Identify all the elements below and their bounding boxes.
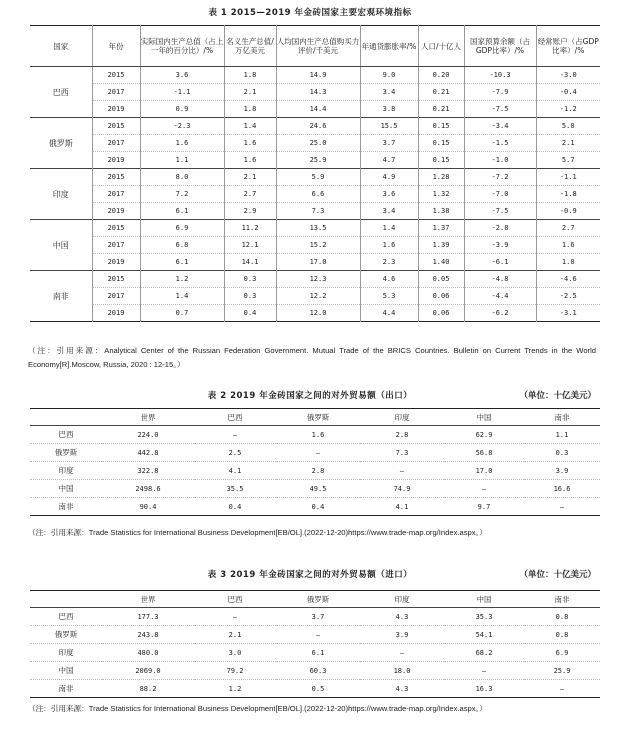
table1-value-cell: 0.15 xyxy=(418,118,464,135)
table1-value-cell: 1.40 xyxy=(418,254,464,271)
table1-row xyxy=(30,203,600,220)
table1-value-cell: -3.4 xyxy=(464,118,536,135)
table1-value-cell: 1.6 xyxy=(360,237,418,254)
table2-source-note: （注：引用来源：Trade Statistics for International Business Development[EB/OL].(2022-12-20)https://www.trade-map.org/Index.aspx。） xyxy=(28,528,487,537)
table1-value-cell: 3.6 xyxy=(140,67,224,84)
table1-value-cell: 1.0 xyxy=(536,254,600,271)
table1-value-cell: 5.7 xyxy=(536,152,600,169)
table2-value-cell: 2.5 xyxy=(194,444,276,462)
table1-value-cell: 5.9 xyxy=(276,169,360,186)
table1-value-cell: 1.32 xyxy=(418,186,464,203)
table3-value-cell: 6.1 xyxy=(276,644,360,662)
table1-row xyxy=(30,254,600,271)
table1-value-cell: 2.1 xyxy=(224,84,276,101)
table1-value-cell: 7.3 xyxy=(276,203,360,220)
table1-value-cell: -2.8 xyxy=(464,220,536,237)
table1-value-cell: -0.9 xyxy=(536,203,600,220)
table1-row xyxy=(30,101,600,118)
table3-header-cell: 俄罗斯 xyxy=(276,591,360,608)
table1-row xyxy=(30,118,600,135)
table1-header-cell: 人均国内生产总值购买力评价/千美元 xyxy=(276,26,360,67)
table1-value-cell: 4.9 xyxy=(360,169,418,186)
table1-country-cell: 巴西 xyxy=(30,67,92,118)
table1-value-cell: 2019 xyxy=(92,101,140,118)
table1-value-cell: 1.4 xyxy=(360,220,418,237)
table1-row xyxy=(30,305,600,322)
table1-value-cell: 1.8 xyxy=(224,101,276,118)
table2-value-cell: – xyxy=(232,430,238,439)
table2-value-cell: 56.8 xyxy=(444,444,524,462)
table1 xyxy=(30,25,600,322)
table2-value-cell: 90.4 xyxy=(102,498,194,516)
table1-value-cell: 1.4 xyxy=(140,288,224,305)
table1-value-cell: -2.3 xyxy=(140,118,224,135)
table1-value-cell: 14.9 xyxy=(276,67,360,84)
table3-row xyxy=(30,626,600,644)
table1-value-cell: 4.4 xyxy=(360,305,418,322)
table3-value-cell: 79.2 xyxy=(194,662,276,680)
table3-row-header: 巴西 xyxy=(58,612,74,621)
table1-value-cell: 2015 xyxy=(92,118,140,135)
table1-value-cell: 24.6 xyxy=(276,118,360,135)
table1-value-cell: 15.2 xyxy=(276,237,360,254)
table1-row xyxy=(30,135,600,152)
table1-value-cell: 3.4 xyxy=(360,203,418,220)
table1-value-cell: 2015 xyxy=(92,220,140,237)
table1-value-cell: 4.6 xyxy=(360,271,418,288)
table3-row xyxy=(30,662,600,680)
table2-row xyxy=(30,444,600,462)
table1-value-cell: 9.0 xyxy=(360,67,418,84)
table1-row xyxy=(30,67,600,84)
table3-value-cell: 6.9 xyxy=(524,644,600,662)
table3-value-cell: – xyxy=(276,626,360,644)
table2-caption: 表 2 2019 年金砖国家之间的对外贸易额（出口） xyxy=(207,391,413,401)
table3-value-cell: 177.3 xyxy=(137,612,159,621)
table3-row xyxy=(30,608,600,626)
table1-value-cell: -1.2 xyxy=(536,101,600,118)
table3-value-cell: 1.2 xyxy=(194,680,276,698)
table2-caption-row xyxy=(0,389,620,401)
table1-header-cell: 国家 xyxy=(30,26,92,67)
table2-header-cell: 南非 xyxy=(524,409,600,426)
table1-header-cell: 名义生产总值/万亿美元 xyxy=(224,26,276,67)
table2-value-cell: 3.9 xyxy=(524,462,600,480)
table2-value-cell: 49.5 xyxy=(276,480,360,498)
table1-value-cell: 25.9 xyxy=(276,152,360,169)
table1-header-cell: 年份 xyxy=(92,26,140,67)
table2-header-cell: 印度 xyxy=(360,409,444,426)
table1-value-cell: 0.05 xyxy=(418,271,464,288)
table1-value-cell: 1.6 xyxy=(224,135,276,152)
table3-value-cell: 25.9 xyxy=(524,662,600,680)
table1-value-cell: -6.2 xyxy=(464,305,536,322)
table1-value-cell: 2017 xyxy=(92,135,140,152)
table2-row-header: 印度 xyxy=(30,462,102,480)
table1-value-cell: 0.3 xyxy=(224,288,276,305)
table2-row-header: 俄罗斯 xyxy=(30,444,102,462)
table1-value-cell: 2019 xyxy=(92,254,140,271)
table1-value-cell: 2.3 xyxy=(360,254,418,271)
table1-value-cell: 12.1 xyxy=(224,237,276,254)
table1-value-cell: 1.6 xyxy=(140,135,224,152)
table1-value-cell: -1.0 xyxy=(464,152,536,169)
table1-value-cell: 0.15 xyxy=(418,152,464,169)
table3-value-cell: 4.3 xyxy=(395,612,409,621)
table2-value-cell: 74.9 xyxy=(360,480,444,498)
table2-value-cell: 0.4 xyxy=(276,498,360,516)
table1-value-cell: 6.1 xyxy=(140,254,224,271)
table2-row xyxy=(30,462,600,480)
table1-value-cell: 2017 xyxy=(92,186,140,203)
table3-header-cell: 世界 xyxy=(102,591,194,608)
table1-country-cell: 南非 xyxy=(30,271,92,322)
table2-value-cell: 7.3 xyxy=(360,444,444,462)
table1-country-cell: 中国 xyxy=(30,220,92,271)
table2-value-cell: – xyxy=(524,498,600,516)
table1-value-cell: 1.8 xyxy=(224,67,276,84)
table1-value-cell: 12.3 xyxy=(276,271,360,288)
table2-header-cell: 巴西 xyxy=(194,409,276,426)
table3-unit: （单位：十亿美元） xyxy=(519,570,596,580)
table1-row xyxy=(30,84,600,101)
table1-value-cell: 1.38 xyxy=(418,203,464,220)
table1-source-note: （注：引用来源：Analytical Center of the Russian Federation Government. Mutual Trade of the BRICS Countries. Bulletin on Current Trends in the World Economy[R].Moscow, Russia, 2020 : 12-15。） xyxy=(28,346,596,369)
table1-value-cell: 0.21 xyxy=(418,101,464,118)
table1-value-cell: 6.8 xyxy=(140,237,224,254)
table1-value-cell: 5.0 xyxy=(536,118,600,135)
table1-value-cell: 0.7 xyxy=(140,305,224,322)
table1-value-cell: 6.1 xyxy=(140,203,224,220)
table1-value-cell: 3.7 xyxy=(360,135,418,152)
table1-value-cell: -4.6 xyxy=(536,271,600,288)
table1-value-cell: 3.4 xyxy=(360,84,418,101)
table1-value-cell: -2.5 xyxy=(536,288,600,305)
table3-header-cell: 巴西 xyxy=(194,591,276,608)
table3-row-header: 南非 xyxy=(30,680,102,698)
table1-value-cell: 0.4 xyxy=(224,305,276,322)
table1-value-cell: -3.1 xyxy=(536,305,600,322)
table1-country-cell: 印度 xyxy=(30,169,92,220)
table2-value-cell: 0.4 xyxy=(194,498,276,516)
table1-value-cell: 2019 xyxy=(92,203,140,220)
table1-header-cell: 经常账户（占GDP比率）/% xyxy=(536,26,600,67)
table3-source-note: （注：引用来源：Trade Statistics for International Business Development[EB/OL].(2022-12-20)https://www.trade-map.org/Index.aspx。） xyxy=(28,704,487,713)
table1-value-cell: 0.15 xyxy=(418,135,464,152)
table3-value-cell: 60.3 xyxy=(276,662,360,680)
table1-value-cell: -7.5 xyxy=(464,203,536,220)
table1-row xyxy=(30,186,600,203)
table3-value-cell: 16.3 xyxy=(444,680,524,698)
table1-value-cell: 2017 xyxy=(92,84,140,101)
table2-value-cell: 4.1 xyxy=(194,462,276,480)
table1-value-cell: 12.0 xyxy=(276,305,360,322)
table1-value-cell: 17.0 xyxy=(276,254,360,271)
table2-row-header: 南非 xyxy=(30,498,102,516)
table1-value-cell: 13.5 xyxy=(276,220,360,237)
table2-row xyxy=(30,498,600,516)
table1-value-cell: -1.5 xyxy=(464,135,536,152)
table2-value-cell: – xyxy=(276,444,360,462)
table2-value-cell: 4.1 xyxy=(360,498,444,516)
table1-value-cell: 25.0 xyxy=(276,135,360,152)
table1-value-cell: 2.9 xyxy=(224,203,276,220)
table1-value-cell: 1.4 xyxy=(224,118,276,135)
table1-value-cell: -7.9 xyxy=(464,84,536,101)
table3-row-header: 中国 xyxy=(30,662,102,680)
table1-value-cell: 1.2 xyxy=(140,271,224,288)
table2-value-cell: 224.0 xyxy=(137,430,159,439)
table3 xyxy=(30,590,600,698)
table1-header-cell: 人口/十亿人 xyxy=(418,26,464,67)
table1-value-cell: 2.7 xyxy=(536,220,600,237)
table2-header-cell xyxy=(30,409,102,426)
table1-value-cell: 14.1 xyxy=(224,254,276,271)
table1-value-cell: 12.2 xyxy=(276,288,360,305)
table2-value-cell: 2.8 xyxy=(276,462,360,480)
table1-value-cell: 2015 xyxy=(92,67,140,84)
table3-value-cell: 4.3 xyxy=(360,680,444,698)
table3-value-cell: 0.8 xyxy=(524,626,600,644)
table1-value-cell: 1.28 xyxy=(418,169,464,186)
table2-row-header: 巴西 xyxy=(58,430,74,439)
table2-value-cell: 0.3 xyxy=(524,444,600,462)
table3-header-cell: 南非 xyxy=(524,591,600,608)
table3-caption-row xyxy=(0,568,620,580)
table1-value-cell: -1.1 xyxy=(140,84,224,101)
table3-value-cell: 0.8 xyxy=(555,612,569,621)
table1-value-cell: 2019 xyxy=(92,152,140,169)
table2-value-cell: 2498.6 xyxy=(102,480,194,498)
table3-header-cell xyxy=(30,591,102,608)
table1-value-cell: 3.6 xyxy=(360,186,418,203)
table1-value-cell: 14.3 xyxy=(276,84,360,101)
table1-value-cell: 2015 xyxy=(92,169,140,186)
table1-value-cell: 0.3 xyxy=(224,271,276,288)
table1-value-cell: -7.5 xyxy=(464,101,536,118)
table1-value-cell: 7.2 xyxy=(140,186,224,203)
table1-value-cell: 2017 xyxy=(92,288,140,305)
table1-value-cell: -7.0 xyxy=(464,186,536,203)
table1-value-cell: -3.9 xyxy=(464,237,536,254)
table2-value-cell: – xyxy=(360,462,444,480)
table3-value-cell: 88.2 xyxy=(102,680,194,698)
table1-value-cell: 1.37 xyxy=(418,220,464,237)
table3-row xyxy=(30,644,600,662)
table1-value-cell: 1.6 xyxy=(224,152,276,169)
table1-value-cell: -4.8 xyxy=(464,271,536,288)
table3-value-cell: 2.1 xyxy=(194,626,276,644)
table1-value-cell: 1.39 xyxy=(418,237,464,254)
table1-value-cell: -10.3 xyxy=(464,67,536,84)
table1-value-cell: 2019 xyxy=(92,305,140,322)
table2-value-cell: – xyxy=(444,480,524,498)
table1-header-cell: 国家预算余额（占GDP比率）/% xyxy=(464,26,536,67)
table1-value-cell: -0.4 xyxy=(536,84,600,101)
table3-value-cell: 480.0 xyxy=(102,644,194,662)
table2-value-cell: 17.0 xyxy=(444,462,524,480)
table2 xyxy=(30,408,600,516)
table1-value-cell: 0.21 xyxy=(418,84,464,101)
table3-value-cell: 0.5 xyxy=(276,680,360,698)
table1-value-cell: 0.06 xyxy=(418,305,464,322)
table1-caption: 表 1 2015—2019 年金砖国家主要宏观环境指标 xyxy=(208,8,412,18)
table1-value-cell: 0.9 xyxy=(140,101,224,118)
table1-value-cell: 5.3 xyxy=(360,288,418,305)
table1-value-cell: 15.5 xyxy=(360,118,418,135)
table3-header-cell: 印度 xyxy=(360,591,444,608)
table3-value-cell: 243.8 xyxy=(102,626,194,644)
table3-value-cell: 35.3 xyxy=(475,612,493,621)
table1-value-cell: 8.0 xyxy=(140,169,224,186)
table1-value-cell: 2.1 xyxy=(224,169,276,186)
table1-value-cell: 14.4 xyxy=(276,101,360,118)
table2-row-header: 中国 xyxy=(30,480,102,498)
table1-value-cell: 6.6 xyxy=(276,186,360,203)
table2-header-cell: 中国 xyxy=(444,409,524,426)
table1-value-cell: -6.1 xyxy=(464,254,536,271)
table1-value-cell: -7.2 xyxy=(464,169,536,186)
table1-value-cell: -1.8 xyxy=(536,186,600,203)
table1-value-cell: 1.6 xyxy=(536,237,600,254)
table1-value-cell: 0.06 xyxy=(418,288,464,305)
table1-header-cell: 年通货膨胀率/% xyxy=(360,26,418,67)
table1-header-cell: 实际国内生产总值（占上一年的百分比）/% xyxy=(140,26,224,67)
table3-row xyxy=(30,680,600,698)
table1-value-cell: 3.8 xyxy=(360,101,418,118)
table3-caption: 表 3 2019 年金砖国家之间的对外贸易额（进口） xyxy=(207,570,413,580)
table1-value-cell: 11.2 xyxy=(224,220,276,237)
table3-value-cell: 3.9 xyxy=(360,626,444,644)
table3-value-cell: 3.0 xyxy=(194,644,276,662)
table1-row xyxy=(30,220,600,237)
table2-value-cell: 442.8 xyxy=(102,444,194,462)
table1-value-cell: 2.1 xyxy=(536,135,600,152)
table1-value-cell: -4.4 xyxy=(464,288,536,305)
table3-value-cell: 3.7 xyxy=(311,612,325,621)
table1-value-cell: 6.9 xyxy=(140,220,224,237)
table3-value-cell: 2069.0 xyxy=(102,662,194,680)
table3-row-header: 印度 xyxy=(30,644,102,662)
table1-row xyxy=(30,169,600,186)
table1-row xyxy=(30,271,600,288)
table3-value-cell: 54.1 xyxy=(444,626,524,644)
table1-row xyxy=(30,152,600,169)
table1-value-cell: 0.20 xyxy=(418,67,464,84)
table3-value-cell: – xyxy=(360,644,444,662)
table2-value-cell: 62.9 xyxy=(475,430,493,439)
table2-value-cell: 1.1 xyxy=(555,430,569,439)
table1-value-cell: -3.0 xyxy=(536,67,600,84)
table2-value-cell: 322.8 xyxy=(102,462,194,480)
table2-row xyxy=(30,426,600,444)
table3-value-cell: 18.0 xyxy=(360,662,444,680)
table2-value-cell: 35.5 xyxy=(194,480,276,498)
table3-value-cell: – xyxy=(524,680,600,698)
table1-country-cell: 俄罗斯 xyxy=(30,118,92,169)
table1-value-cell: 2015 xyxy=(92,271,140,288)
table2-value-cell: 16.6 xyxy=(524,480,600,498)
table3-row-header: 俄罗斯 xyxy=(30,626,102,644)
table1-value-cell: 2017 xyxy=(92,237,140,254)
table2-value-cell: 2.8 xyxy=(395,430,409,439)
table1-value-cell: 2.7 xyxy=(224,186,276,203)
table3-value-cell: – xyxy=(232,612,238,621)
table3-value-cell: – xyxy=(444,662,524,680)
table1-value-cell: 4.7 xyxy=(360,152,418,169)
table2-value-cell: 1.6 xyxy=(311,430,325,439)
table3-value-cell: 68.2 xyxy=(444,644,524,662)
table2-value-cell: 9.7 xyxy=(444,498,524,516)
table3-header-cell: 中国 xyxy=(444,591,524,608)
table1-row xyxy=(30,237,600,254)
table1-row xyxy=(30,288,600,305)
table1-value-cell: -1.1 xyxy=(536,169,600,186)
table2-header-cell: 世界 xyxy=(102,409,194,426)
table2-row xyxy=(30,480,600,498)
table1-value-cell: 1.1 xyxy=(140,152,224,169)
table2-unit: （单位：十亿美元） xyxy=(519,391,596,401)
table2-header-cell: 俄罗斯 xyxy=(276,409,360,426)
